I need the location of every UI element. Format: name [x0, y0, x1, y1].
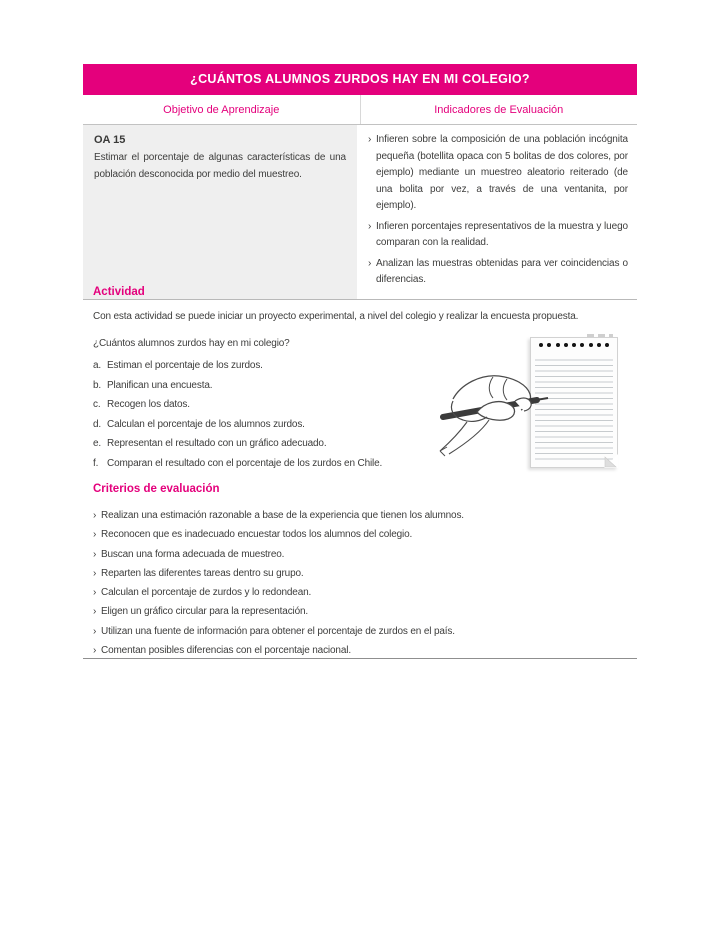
activity-heading: Actividad — [93, 286, 145, 298]
step-label: e. — [93, 438, 102, 449]
objective-cell — [83, 125, 357, 299]
bullet-marker: › — [93, 529, 97, 541]
list-item — [93, 545, 637, 564]
criterion-text: Eligen un gráfico circular para la representación. — [101, 606, 309, 618]
criteria-section — [93, 483, 637, 660]
indicator-text: Infieren porcentajes representativos de la muestra y luego comparan con la realidad. — [376, 220, 628, 248]
criteria-heading: Criterios de evaluación — [93, 483, 220, 495]
bullet-marker: › — [93, 510, 97, 521]
criterion-text: Realizan una estimación razonable a base de la experiencia que tienen los alumnos. — [101, 510, 464, 521]
indicator-text: Analizan las muestras obtenidas para ver coincidencias o diferencias. — [376, 257, 628, 285]
criterion-text: Reconocen que es inadecuado encuestar todos los alumnos del colegio. — [101, 529, 413, 541]
bullet-marker: › — [93, 645, 97, 657]
indicators-cell — [361, 125, 637, 299]
bullet-marker: › — [93, 567, 97, 579]
list-item — [368, 256, 628, 289]
bullet-marker: › — [368, 220, 372, 232]
list-item — [368, 219, 628, 252]
list-item — [93, 564, 637, 583]
criterion-text: Comentan posibles diferencias con el porcentaje nacional. — [101, 645, 351, 657]
step-text: Representan el resultado con un gráfico adecuado. — [107, 438, 327, 449]
bullet-marker: › — [93, 587, 97, 599]
bullet-marker: › — [93, 625, 97, 637]
bullet-marker: › — [93, 606, 97, 618]
table-header-row — [83, 95, 637, 125]
hand-with-pencil-icon — [437, 357, 555, 463]
section-divider — [83, 658, 637, 659]
folded-corner — [602, 452, 618, 468]
indicator-text: Infieren sobre la composición de una población incógnita pequeña (botellita opaca con 5 bolitas de dos colores, por ejemplo) mediante un muestreo aleatorio reiterado (de una bolita por vez, a través de una ventanita, por ejemplo). — [376, 134, 628, 211]
activity-intro: Con esta actividad se puede iniciar un proyecto experimental, a nivel del colegio y realizar la encuesta propuesta. — [93, 311, 579, 322]
criterion-text: Reparten las diferentes tareas dentro su grupo. — [101, 567, 304, 579]
step-label: b. — [93, 379, 102, 391]
step-text: Comparan el resultado con el porcentaje de los zurdos en Chile. — [107, 457, 383, 469]
page-title: ¿CUÁNTOS ALUMNOS ZURDOS HAY EN MI COLEGIO? — [83, 64, 637, 95]
spiral-holes — [531, 338, 617, 349]
step-text: Estiman el porcentaje de los zurdos. — [107, 360, 263, 371]
list-item — [93, 602, 637, 621]
table-body-row — [83, 125, 637, 300]
criterion-text: Utilizan una fuente de información para obtener el porcentaje de zurdos en el país. — [101, 625, 455, 637]
indicators-list — [368, 132, 628, 289]
list-item — [93, 583, 637, 602]
criterion-text: Buscan una forma adecuada de muestreo. — [101, 548, 285, 560]
paper-edge-marks — [587, 334, 613, 337]
step-label: a. — [93, 360, 102, 371]
column-header-indicators: Indicadores de Evaluación — [360, 95, 638, 124]
step-text: Planifican una encuesta. — [107, 379, 213, 391]
list-item — [93, 506, 637, 525]
column-header-objective: Objetivo de Aprendizaje — [163, 103, 280, 116]
activity-question: ¿Cuántos alumnos zurdos hay en mi colegio? — [93, 338, 290, 349]
step-label: f. — [93, 457, 99, 469]
objective-table — [83, 64, 637, 300]
criteria-list — [93, 506, 637, 660]
list-item — [368, 132, 628, 215]
bullet-marker: › — [93, 548, 97, 560]
bullet-marker: › — [368, 257, 372, 269]
bullet-marker: › — [368, 134, 372, 145]
step-label: d. — [93, 418, 102, 430]
objective-text: Estimar el porcentaje de algunas características de una población desconocida por medio del muestreo. — [94, 152, 346, 180]
step-label: c. — [93, 399, 101, 410]
hand-writing-illustration — [437, 331, 620, 473]
criterion-text: Calculan el porcentaje de zurdos y lo redondean. — [101, 587, 312, 599]
list-item — [93, 525, 637, 544]
objective-code: OA 15 — [94, 134, 126, 146]
step-text: Calculan el porcentaje de los alumnos zurdos. — [107, 418, 305, 430]
list-item — [93, 622, 637, 641]
step-text: Recogen los datos. — [107, 399, 190, 410]
